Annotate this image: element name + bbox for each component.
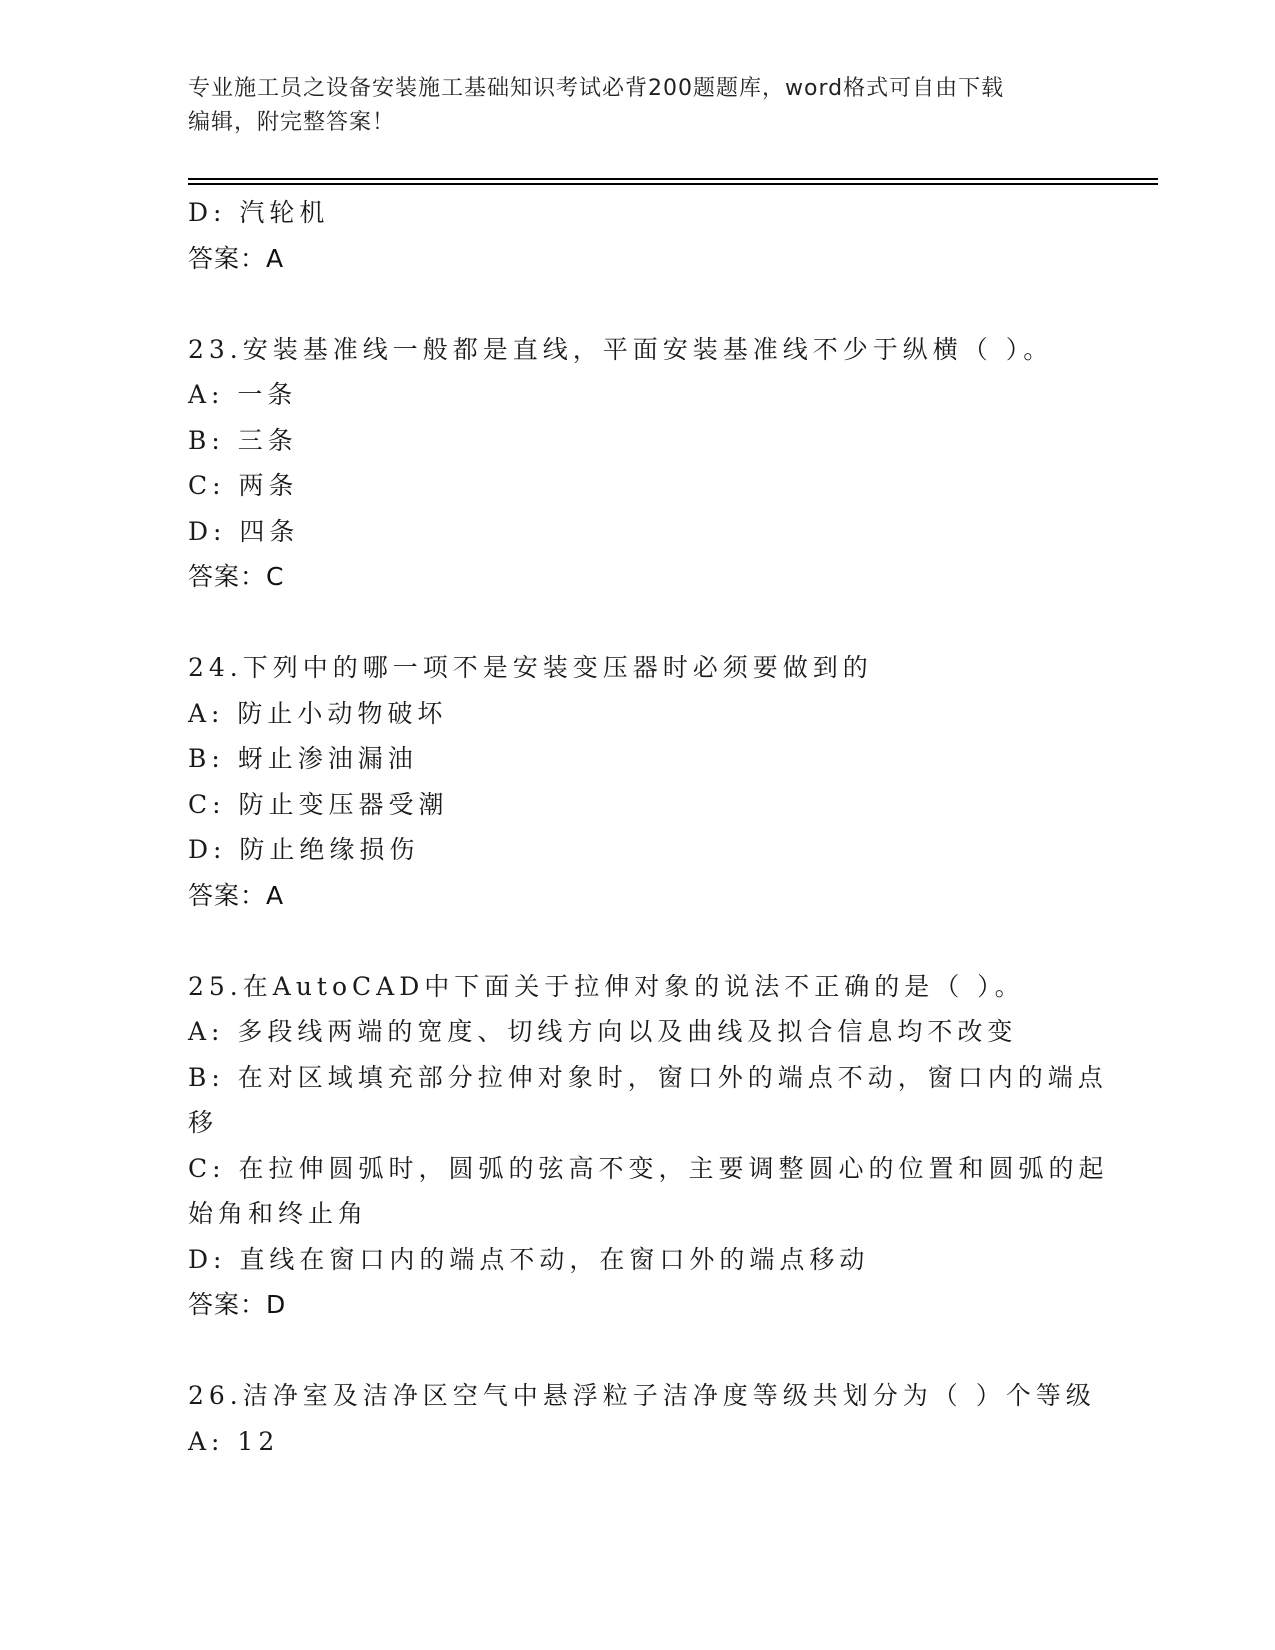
option-b: B: 蚜止渗油漏油 <box>188 744 418 773</box>
option-b-line2: 移 <box>188 1108 219 1137</box>
question-block-prev <box>188 190 1088 281</box>
header-divider-top <box>188 178 1158 180</box>
option-a: A: 一条 <box>188 380 298 409</box>
spacer <box>188 1328 1088 1374</box>
option-d: D: 汽轮机 <box>188 198 330 227</box>
spacer <box>188 281 1088 327</box>
option-c-line2: 始角和终止角 <box>188 1199 369 1228</box>
option-c: C: 两条 <box>188 471 299 500</box>
question-stem: 24.下列中的哪一项不是安装变压器时必须要做到的 <box>188 653 873 682</box>
question-stem: 23.安装基准线一般都是直线，平面安装基准线不少于纵横（ ）。 <box>188 334 1054 364</box>
option-d: D: 直线在窗口内的端点不动，在窗口外的端点移动 <box>188 1244 870 1274</box>
option-c-line1: C: 在拉伸圆弧时，圆弧的弦高不变，主要调整圆心的位置和圆弧的起 <box>188 1153 1109 1183</box>
question-block-23 <box>188 327 1088 600</box>
question-stem: 26.洁净室及洁净区空气中悬浮粒子洁净度等级共划分为（ ）个等级 <box>188 1381 1096 1410</box>
option-a: A: 12 <box>188 1426 280 1456</box>
option-b: B: 三条 <box>188 425 298 455</box>
question-stem: 25.在AutoCAD中下面关于拉伸对象的说法不正确的是（ ）。 <box>188 971 1025 1001</box>
document-header <box>188 72 1068 140</box>
option-d: D: 四条 <box>188 516 300 546</box>
question-block-25 <box>188 964 1109 1328</box>
question-list <box>188 190 1109 1464</box>
answer-label: 答案：A <box>188 243 285 273</box>
question-block-24 <box>188 645 1088 918</box>
answer-label: 答案：A <box>188 880 285 910</box>
answer-label: 答案：C <box>188 562 285 591</box>
option-a: A: 多段线两端的宽度、切线方向以及曲线及拟合信息均不改变 <box>188 1017 1018 1046</box>
header-title-line1: 专业施工员之设备安装施工基础知识考试必背200题题库，word格式可自由下载 <box>188 76 1005 101</box>
option-b-line1: B: 在对区域填充部分拉伸对象时，窗口外的端点不动，窗口内的端点 <box>188 1062 1108 1092</box>
question-block-26 <box>188 1373 1096 1464</box>
header-divider-bottom <box>188 183 1158 185</box>
option-d: D: 防止绝缘损伤 <box>188 835 420 864</box>
option-c: C: 防止变压器受潮 <box>188 789 449 819</box>
spacer <box>188 600 1088 646</box>
header-title-line2: 编辑，附完整答案！ <box>188 110 396 135</box>
answer-label: 答案：D <box>188 1290 287 1319</box>
option-a: A: 防止小动物破坏 <box>188 698 448 728</box>
spacer <box>188 918 1088 964</box>
